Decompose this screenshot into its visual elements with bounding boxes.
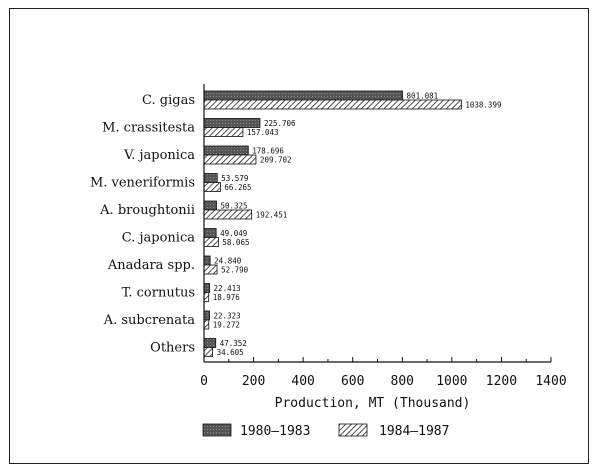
bar-series-1 bbox=[204, 174, 217, 183]
data-label: 22.323 bbox=[213, 311, 241, 321]
bar-series-1 bbox=[204, 229, 216, 238]
data-label: 58.065 bbox=[222, 238, 250, 247]
bar-series-2 bbox=[204, 183, 220, 192]
data-label: 178.696 bbox=[252, 146, 284, 156]
x-tick-label: 800 bbox=[390, 374, 415, 389]
data-label: 19.272 bbox=[212, 320, 240, 330]
data-label: 66.265 bbox=[224, 183, 252, 192]
data-label: 801.081 bbox=[406, 91, 439, 101]
bar-series-1 bbox=[204, 119, 260, 128]
category-label: C. gigas bbox=[142, 93, 195, 108]
bar-series-2 bbox=[204, 293, 209, 302]
category-label: T. cornutus bbox=[121, 285, 195, 301]
bar-series-2 bbox=[204, 265, 217, 274]
category-labels bbox=[90, 93, 195, 356]
data-label: 22.413 bbox=[213, 284, 241, 293]
bar-series-1 bbox=[204, 311, 210, 320]
category-label: M. veneriformis bbox=[89, 175, 195, 191]
data-label: 49.049 bbox=[220, 229, 248, 238]
data-label: 24.840 bbox=[214, 256, 242, 266]
bars bbox=[204, 91, 461, 357]
bar-series-1 bbox=[204, 284, 210, 293]
legend-swatch bbox=[339, 424, 367, 436]
data-label: 157.043 bbox=[246, 128, 279, 137]
data-label: 225.706 bbox=[263, 119, 296, 128]
bar-series-2 bbox=[204, 100, 461, 109]
data-label: 192.451 bbox=[255, 210, 288, 220]
x-tick-label: 1400 bbox=[535, 374, 567, 389]
data-label: 53.579 bbox=[221, 174, 249, 183]
x-tick-label: 0 bbox=[200, 374, 208, 389]
bar-series-2 bbox=[204, 238, 218, 247]
data-label: 47.352 bbox=[219, 339, 247, 348]
x-axis-label: Production, MT (Thousand) bbox=[274, 396, 471, 411]
category-label: A. subcrenata bbox=[103, 313, 195, 328]
bar-series-2 bbox=[204, 210, 252, 219]
legend bbox=[203, 424, 449, 439]
x-tick-label: 1000 bbox=[436, 374, 468, 389]
bar-series-2 bbox=[204, 128, 243, 137]
category-label: V. japonica bbox=[124, 148, 195, 163]
x-tick-label: 600 bbox=[340, 374, 365, 389]
bar-series-2 bbox=[204, 348, 213, 357]
bar-series-1 bbox=[204, 91, 403, 100]
bar-series-2 bbox=[204, 320, 209, 329]
category-label: M. crassitesta bbox=[102, 120, 195, 136]
legend-label: 1984–1987 bbox=[379, 424, 450, 439]
data-labels bbox=[213, 92, 502, 358]
x-tick-label: 1200 bbox=[485, 374, 518, 389]
category-label: Anadara spp. bbox=[107, 258, 195, 273]
x-tick-label: 200 bbox=[241, 374, 266, 389]
bar-series-1 bbox=[204, 146, 248, 155]
category-label: C. japonica bbox=[121, 230, 195, 246]
data-label: 52.790 bbox=[221, 265, 249, 275]
category-label: Others bbox=[150, 340, 195, 356]
data-label: 209.702 bbox=[259, 155, 292, 165]
legend-label: 1980–1983 bbox=[240, 424, 311, 439]
bar-series-1 bbox=[204, 256, 210, 265]
bar-series-1 bbox=[204, 339, 216, 348]
category-label: A. broughtonii bbox=[100, 203, 195, 218]
bar-series-2 bbox=[204, 155, 256, 164]
data-label: 34.605 bbox=[216, 348, 244, 357]
x-tick-label: 400 bbox=[291, 374, 315, 389]
data-label: 1038.399 bbox=[465, 100, 502, 110]
data-label: 50.325 bbox=[220, 201, 248, 211]
bar-series-1 bbox=[204, 201, 216, 210]
data-label: 18.976 bbox=[212, 293, 240, 302]
legend-swatch bbox=[203, 424, 231, 436]
